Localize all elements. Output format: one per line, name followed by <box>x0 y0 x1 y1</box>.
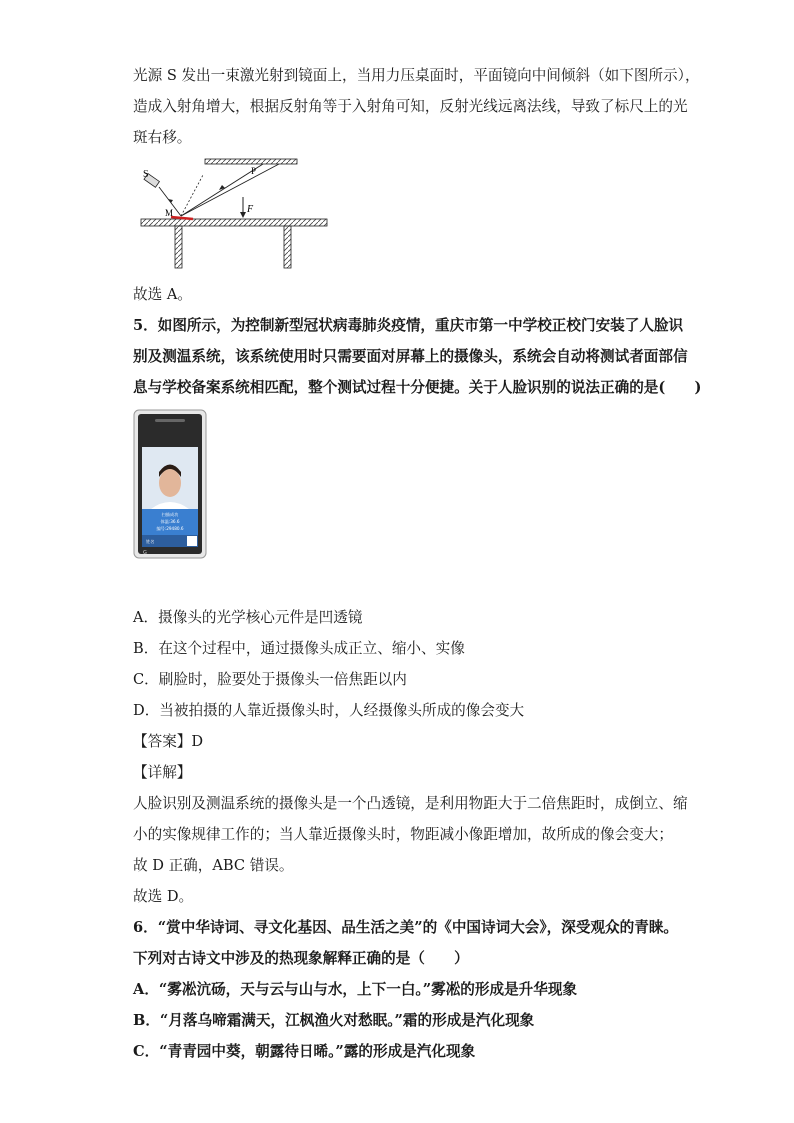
svg-text:姓名: 姓名 <box>146 539 155 544</box>
option-c: C．刷脸时，脸要处于摄像头一倍焦距以内 <box>133 671 407 688</box>
question-5-stem: 别及测温系统，该系统使用时只需要面对屏幕上的摄像头，系统会自动将测试者面部信 <box>133 348 688 365</box>
label-s: S <box>143 169 149 180</box>
svg-text:编号:29480.6: 编号:29480.6 <box>156 526 184 531</box>
arrow-down-icon <box>240 212 246 218</box>
option-b: B．在这个过程中，通过摄像头成正立、缩小、实像 <box>133 640 465 657</box>
option-a: A．摄像头的光学核心元件是凹透镜 <box>133 609 363 626</box>
text-line: 斑右移。 <box>133 129 192 146</box>
option-d: D．当被拍摄的人靠近摄像头时，人经摄像头所成的像会变大 <box>133 702 525 719</box>
table-leg-right <box>284 226 291 268</box>
explanation-line: 人脸识别及测温系统的摄像头是一个凸透镜，是利用物距大于二倍焦距时，成倒立、缩 <box>133 795 688 812</box>
label-m: M <box>165 208 174 218</box>
text-line: 造成入射角增大，根据反射角等于入射角可知，反射光线远离法线，导致了标尺上的光 <box>133 98 688 115</box>
q6-option-a: A．“雾凇沆砀，天与云与山与水，上下一白。”雾凇的形成是升华现象 <box>133 981 578 998</box>
mirror-desk-diagram <box>133 157 333 272</box>
detail-label: 【详解】 <box>133 764 192 781</box>
question-5-stem: 5．如图所示，为控制新型冠状病毒肺炎疫情，重庆市第一中学校正校门安装了人脸识 <box>133 317 684 334</box>
brand-logo: G <box>143 550 147 556</box>
label-f: F <box>247 204 254 215</box>
camera-strip <box>155 419 185 422</box>
explanation-line: 故选 D。 <box>133 888 194 905</box>
question-6-stem: 6．“赏中华诗词、寻文化基因、品生活之美”的《中国诗词大会》，深受观众的青睐。 <box>133 919 679 936</box>
text-line: 光源 S 发出一束激光射到镜面上，当用力压桌面时，平面镜向中间倾斜（如下图所示）， <box>133 67 700 84</box>
qr-icon <box>187 536 197 546</box>
answer-label: 【答案】D <box>133 733 204 750</box>
explanation-line: 故 D 正确，ABC 错误。 <box>133 857 294 874</box>
question-6-stem: 下列对古诗文中涉及的热现象解释正确的是（ ） <box>133 950 469 967</box>
text-line: 故选 A。 <box>133 286 192 303</box>
svg-text:扫描成功: 扫描成功 <box>161 512 179 517</box>
face-recognition-device <box>133 409 207 559</box>
table-leg-left <box>175 226 182 268</box>
question-5-stem: 息与学校备案系统相匹配，整个测试过程十分便捷。关于人脸识别的说法正确的是( ) <box>133 379 702 396</box>
explanation-line: 小的实像规律工作的；当人靠近摄像头时，物距减小像距增加，故所成的像会变大； <box>133 826 673 843</box>
q6-option-c: C．“青青园中葵，朝露待日晞。”露的形成是汽化现象 <box>133 1043 476 1060</box>
face-photo <box>159 469 181 497</box>
ray-arrow-icon <box>219 185 225 190</box>
table-top <box>141 219 327 226</box>
q6-option-b: B．“月落乌啼霜满天，江枫渔火对愁眠。”霜的形成是汽化现象 <box>133 1012 535 1029</box>
ruler-scale <box>205 159 297 164</box>
reflected-ray-shifted <box>181 164 279 216</box>
svg-text:体温:36.6: 体温:36.6 <box>160 519 180 524</box>
label-p: P <box>251 166 257 176</box>
